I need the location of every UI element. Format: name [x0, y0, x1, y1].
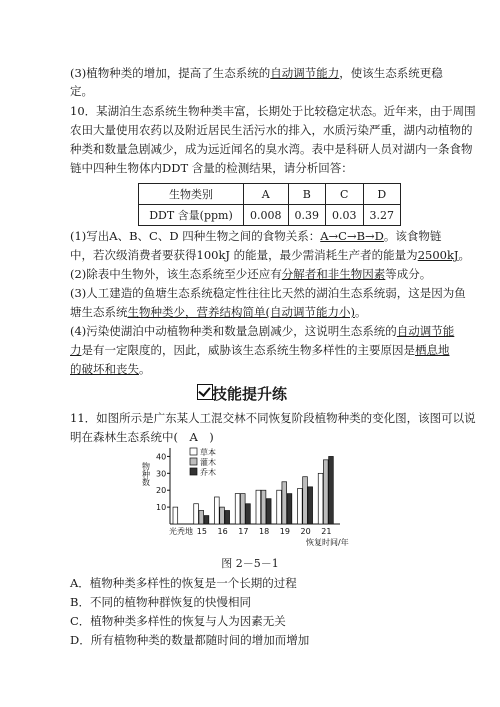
- bar-乔木: [225, 510, 230, 524]
- legend-swatch: [190, 448, 197, 455]
- table-row: [139, 184, 401, 205]
- q10-a1-post2: 。: [458, 248, 471, 262]
- q10-a2-text: (2)除表中生物外，该生态系统至少还应有: [70, 267, 282, 281]
- q9-text: (3)植物种类的增加，提高了生态系统的: [70, 66, 271, 80]
- bar-灌木: [261, 490, 266, 524]
- y-tick-label: 30: [156, 469, 167, 479]
- legend-swatch: [190, 468, 197, 475]
- q10-a4-post: 。: [139, 362, 151, 376]
- q10-a1-text2: 中，若次级消费者要获得100kJ 的能量，最少需消耗生产者的能量为: [70, 248, 418, 262]
- table-cell: DDT 含量(ppm): [139, 205, 244, 226]
- table-header: D: [363, 184, 401, 205]
- q10-a4-answer-cont: 力: [70, 343, 82, 357]
- table-cell: 0.03: [326, 205, 364, 226]
- q9-line2: 定。: [70, 84, 93, 98]
- q10-stem-2: 农田大量使用农药以及附近居民生活污水的排入，水质污染严重，湖内动植物的: [70, 123, 473, 137]
- ddt-table: [138, 183, 401, 226]
- option-d: D．所有植物种类的数量都随时间的增加而增加: [70, 633, 310, 647]
- q10-stem-1: 10．某湖泊生态系统生物种类丰富，长期处于比较稳定状态。近年来，由于周围: [70, 104, 476, 118]
- q10-a1-post: 。该食物链: [383, 229, 442, 243]
- x-tick-label: 16: [217, 527, 228, 536]
- table-row: [139, 205, 401, 226]
- y-tick-label: 10: [156, 503, 167, 513]
- legend-swatch: [190, 458, 197, 465]
- x-axis-label: 恢复时间/年: [306, 538, 349, 547]
- q10-a4-line1: [70, 323, 454, 339]
- q10-a1-answer2: 2500kJ: [417, 248, 459, 262]
- bar-乔木: [308, 487, 313, 524]
- q10-a1-answer: A→C→B→D: [320, 229, 384, 243]
- bar-乔木: [246, 504, 251, 524]
- y-tick-label: 40: [156, 452, 167, 462]
- q11-stem-2: 明在森林生态系统中( A ): [70, 430, 214, 444]
- x-tick-label: 21: [321, 527, 332, 536]
- q9-line1: [70, 65, 443, 81]
- q10-a4-answer2-cont: 的破坏和丧失: [70, 362, 139, 376]
- option-a: A．植物种类多样性的恢复是一个长期的过程: [70, 576, 297, 590]
- table-header: B: [288, 184, 326, 205]
- q10-a4-answer2: 栖息地: [415, 343, 450, 357]
- q10-a4-line3: [70, 361, 151, 377]
- legend-label: 灌木: [200, 458, 216, 467]
- q10-stem-3: 种类和数量急剧减少，成为远近闻名的臭水湾。表中是科研人员对湖内一条食物: [70, 142, 473, 156]
- option-c: C．植物种类多样性的恢复与人为因素无关: [70, 614, 286, 628]
- table-cell: 3.27: [363, 205, 401, 226]
- q10-a2-post: 等成分。: [385, 267, 432, 281]
- bar-草本: [318, 473, 323, 524]
- q10-a3-text: 塘生态系统: [70, 305, 128, 319]
- species-chart: [140, 442, 350, 550]
- bar-灌木: [199, 510, 204, 524]
- bar-草本: [194, 504, 199, 524]
- option-b: B．不同的植物种群恢复的快慢相同: [70, 595, 251, 609]
- q10-a3-line1: (3)人工建造的鱼塘生态系统稳定性往往比天然的湖泊生态系统弱，这是因为鱼: [70, 286, 466, 300]
- q10-a4-mid: 是有一定限度的，因此，威胁该生态系统生物多样性的主要原因是: [81, 343, 415, 357]
- x-tick-label: 17: [238, 527, 249, 536]
- legend-label: 草本: [200, 448, 216, 457]
- q9-text-post: ，使该生态系统更稳: [339, 66, 443, 80]
- q10-a1-text: (1)写出A、B、C、D 四种生物之间的食物关系：: [70, 229, 321, 243]
- bar-乔木: [287, 494, 292, 524]
- bar-草本: [173, 507, 178, 524]
- table-cell: 0.008: [244, 205, 289, 226]
- y-tick-label: 20: [156, 486, 167, 496]
- legend-label: 乔木: [200, 468, 216, 477]
- bar-草本: [235, 494, 240, 524]
- q10-a1-line2: [70, 247, 470, 263]
- q10-a3-post: 。: [354, 305, 367, 319]
- bar-草本: [256, 490, 261, 524]
- q10-a2: [70, 266, 431, 282]
- q10-a3-line2: [70, 304, 366, 320]
- bar-灌木: [323, 460, 328, 524]
- section-title: 技能提升练: [212, 385, 288, 403]
- table-header: C: [326, 184, 364, 205]
- figure-caption: 图 2－5－1: [221, 557, 279, 570]
- bar-灌木: [282, 482, 287, 524]
- table-header: 生物类别: [139, 184, 244, 205]
- bar-灌木: [303, 477, 308, 524]
- bar-乔木: [266, 499, 271, 524]
- bar-草本: [277, 490, 282, 524]
- bar-草本: [215, 497, 220, 524]
- q10-a4-line2: [70, 342, 450, 358]
- x-tick-label: 18: [259, 527, 270, 536]
- q9-answer: 自动调节能力: [270, 66, 340, 80]
- checkbox-icon: [197, 384, 213, 400]
- bar-乔木: [204, 516, 209, 524]
- x-tick-label: 15: [196, 527, 207, 536]
- q10-a2-answer: 分解者和非生物因素: [281, 267, 386, 281]
- bar-草本: [298, 489, 303, 524]
- bar-灌木: [240, 494, 245, 524]
- q10-stem-4: 链中四种生物体内DDT 含量的检测结果，请分析回答：: [70, 161, 353, 175]
- q11-stem-1: 11．如图所示是广东某人工混交林不同恢复阶段植物种类的变化图，该图可以说: [70, 411, 476, 425]
- q10-a3-answer: 生物种类少，营养结构简单(自动调节能力小): [127, 305, 355, 319]
- x-tick-label: 19: [279, 527, 290, 536]
- y-axis-label: 物种数: [141, 462, 151, 486]
- table-cell: 0.39: [288, 205, 326, 226]
- x-tick-label: 20: [300, 527, 311, 536]
- q10-a4-answer: 自动调节能: [396, 324, 455, 338]
- bar-乔木: [329, 456, 334, 524]
- x-tick-label: 光秃地: [169, 527, 193, 536]
- table-header: A: [244, 184, 289, 205]
- q10-a1-line1: [70, 228, 441, 244]
- q10-a4-text: (4)污染使湖泊中动植物种类和数量急剧减少，这说明生态系统的: [70, 324, 397, 338]
- bar-灌木: [220, 507, 225, 524]
